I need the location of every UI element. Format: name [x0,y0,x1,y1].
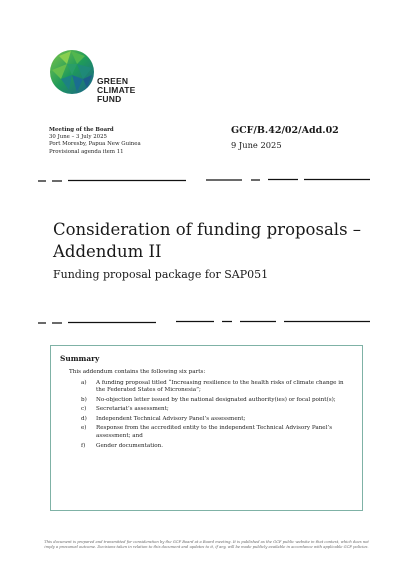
document-info [231,125,339,150]
list-item-text: A funding proposal titled “Increasing resilience to the health risks of climate change in the Federated States of Micronesia”; [96,379,344,394]
list-item [81,443,353,451]
list-item [81,397,353,405]
logo-line-3: FUND [97,94,122,104]
list-marker: b) [81,396,87,403]
list-marker: e) [81,425,87,432]
meeting-info [49,127,141,156]
meeting-location: Port Moresby, Papua New Guinea [49,141,141,148]
top-divider [36,177,372,183]
summary-title: Summary [60,354,100,363]
list-item [81,416,353,424]
list-item-text: No-objection letter issued by the national designated authority(ies) or focal point(s); [96,396,336,403]
page-title-line-2: Addendum II [53,242,162,261]
meeting-dates: 30 June – 3 July 2025 [49,134,107,141]
gcf-logo [49,48,149,110]
list-item [81,406,353,414]
list-item-text: Secretariat’s assessment; [96,406,169,413]
list-item-text: Independent Technical Advisory Panel’s assessment; [96,415,246,422]
page-title-line-1: Consideration of funding proposals – [53,220,362,239]
bottom-divider [36,319,372,325]
list-item-text: Gender documentation. [96,442,163,449]
list-item-text: Response from the accredited entity to the independent Technical Advisory Panel’s assessment; and [96,425,333,440]
list-item [81,425,353,440]
gcf-wordmark [97,77,136,104]
summary-list [81,380,353,451]
logo-line-1: GREEN [97,76,129,86]
summary-intro: This addendum contains the following six parts: [69,369,206,375]
meeting-title: Meeting of the Board [49,127,114,133]
list-marker: f) [81,442,86,449]
list-marker: c) [81,406,87,413]
agenda-item: Provisional agenda item 11 [49,148,124,155]
list-marker: d) [81,415,87,422]
gcf-globe-icon [49,48,95,96]
document-date: 9 June 2025 [231,140,282,150]
list-marker: a) [81,379,87,386]
document-code: GCF/B.42/02/Add.02 [231,125,339,136]
summary-box [50,345,363,511]
page-title [53,219,361,263]
footer-disclaimer: This document is prepared and transmitted for consideration by the GCF Board at a Board meeting. It is published as the GCF public website in that context, which does not imply a presumed outcome. Decisions taken in relation to this document and updates to it, if any, will be made publicly available in accordance with applicable GCF policies. [44,540,369,549]
page-subtitle: Funding proposal package for SAP051 [53,268,269,281]
logo-line-2: CLIMATE [97,85,136,95]
list-item [81,380,353,395]
